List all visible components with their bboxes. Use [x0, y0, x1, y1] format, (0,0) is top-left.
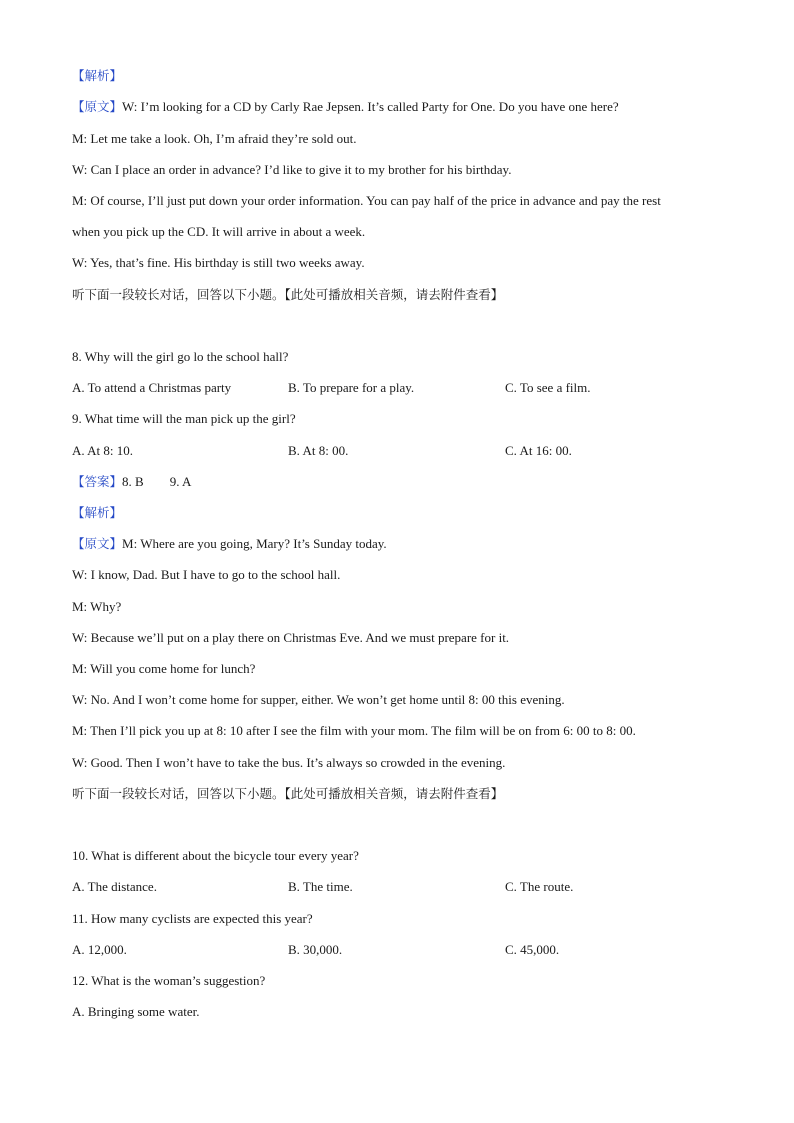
option-b: B. 30,000.	[288, 942, 343, 957]
question-12: 12. What is the woman’s suggestion?	[72, 973, 266, 988]
listening-instruction: 听下面一段较长对话，回答以下小题。【此处可播放相关音频，请去附件查看】	[72, 287, 504, 302]
transcript-line	[72, 99, 754, 115]
answer-tag: 【答案】	[72, 474, 123, 489]
option-b: B. To prepare for a play.	[288, 380, 415, 395]
question-9: 9. What time will the man pick up the girl?	[72, 411, 296, 426]
transcript-line: M: Why?	[72, 599, 122, 614]
answer-value: 8. B	[122, 474, 144, 489]
question-8: 8. Why will the girl go lo the school hall?	[72, 349, 289, 364]
transcript-line: W: Because we’ll put on a play there on Christmas Eve. And we must prepare for it.	[72, 630, 510, 645]
analysis-tag: 【解析】	[72, 505, 123, 520]
transcript-line: W: I know, Dad. But I have to go to the school hall.	[72, 567, 341, 582]
option-a: A. 12,000.	[72, 942, 127, 957]
transcript-line: W: Good. Then I won’t have to take the bus. It’s always so crowded in the evening.	[72, 755, 506, 770]
transcript-tag: 【原文】	[72, 99, 123, 114]
option-c: C. 45,000.	[505, 942, 560, 957]
transcript-line: W: No. And I won’t come home for supper, either. We won’t get home until 8: 00 this evening.	[72, 692, 565, 707]
transcript-line: M: Then I’ll pick you up at 8: 10 after I see the film with your mom. The film will be on from 6: 00 to 8: 00.	[72, 723, 636, 738]
transcript-line: W: Can I place an order in advance? I’d like to give it to my brother for his birthday.	[72, 162, 512, 177]
option-c: C. The route.	[505, 879, 574, 894]
option-a: A. To attend a Christmas party	[72, 380, 232, 395]
transcript-line: M: Of course, I’ll just put down your order information. You can pay half of the price in advance and pay the rest	[72, 193, 661, 208]
analysis-tag: 【解析】	[72, 68, 123, 83]
answer-value: 9. A	[169, 474, 192, 489]
question-10: 10. What is different about the bicycle tour every year?	[72, 848, 359, 863]
transcript-text: W: I’m looking for a CD by Carly Rae Jepsen. It’s called Party for One. Do you have one here?	[122, 99, 619, 114]
option-a: A. Bringing some water.	[72, 1004, 200, 1019]
transcript-line: when you pick up the CD. It will arrive in about a week.	[72, 224, 366, 239]
transcript-line: M: Will you come home for lunch?	[72, 661, 256, 676]
option-c: C. At 16: 00.	[505, 443, 572, 458]
transcript-line	[72, 536, 754, 552]
option-c: C. To see a film.	[505, 380, 591, 395]
transcript-line: W: Yes, that’s fine. His birthday is still two weeks away.	[72, 255, 365, 270]
option-a: A. The distance.	[72, 879, 157, 894]
transcript-line: M: Let me take a look. Oh, I’m afraid they’re sold out.	[72, 131, 357, 146]
transcript-tag: 【原文】	[72, 536, 123, 551]
transcript-text: M: Where are you going, Mary? It’s Sunday today.	[122, 536, 387, 551]
analysis-heading	[72, 68, 754, 84]
question-11: 11. How many cyclists are expected this year?	[72, 911, 313, 926]
answer-line	[72, 474, 754, 490]
option-b: B. At 8: 00.	[288, 443, 349, 458]
option-b: B. The time.	[288, 879, 353, 894]
analysis-heading	[72, 505, 754, 521]
listening-instruction: 听下面一段较长对话，回答以下小题。【此处可播放相关音频，请去附件查看】	[72, 786, 504, 801]
option-a: A. At 8: 10.	[72, 443, 134, 458]
